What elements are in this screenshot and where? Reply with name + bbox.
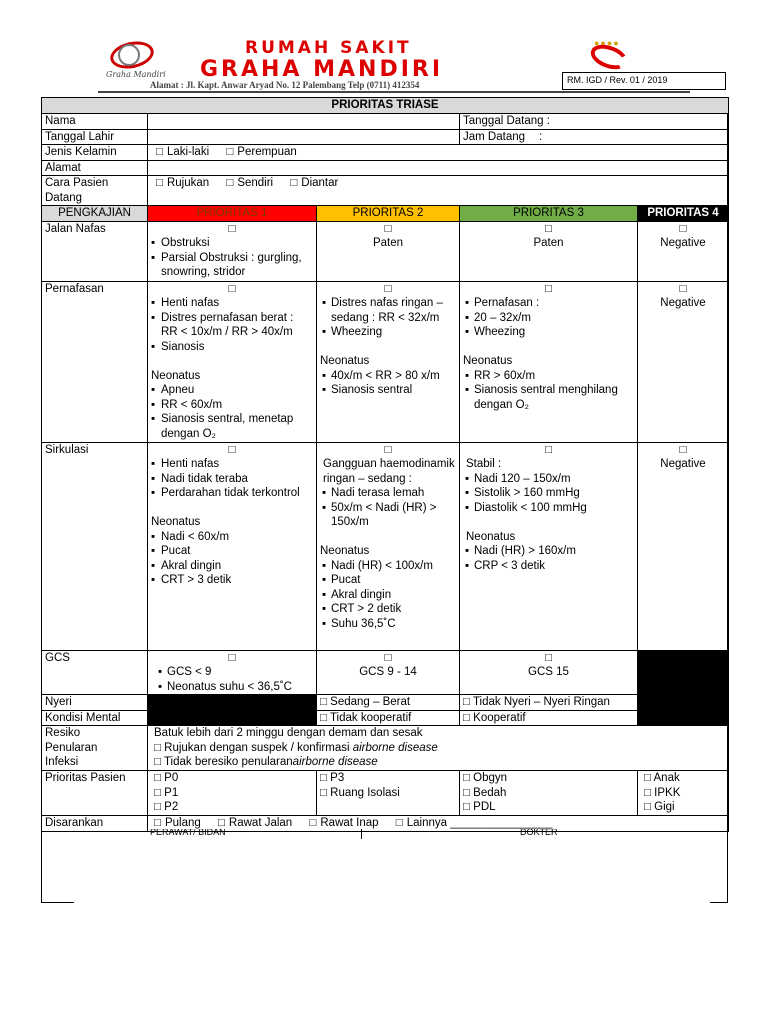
checkbox-gigi[interactable] — [644, 800, 725, 815]
option-label: Ruang Isolasi — [330, 786, 400, 799]
checkbox-sirkulasi-p3[interactable] — [463, 443, 634, 458]
sirkulasi-p1 — [148, 442, 317, 650]
resiko-label — [42, 726, 148, 771]
resiko-label-line3: Infeksi — [45, 756, 79, 768]
checkbox-rujukan[interactable] — [156, 176, 209, 191]
gcs-label: GCS — [42, 650, 148, 695]
nama-field[interactable] — [148, 114, 460, 130]
checkbox-icon — [154, 772, 161, 784]
checkbox-icon — [396, 817, 403, 829]
neonatus-title: Neonatus — [151, 369, 201, 382]
tanggal-datang-field[interactable] — [460, 114, 729, 130]
checkbox-icon — [156, 177, 163, 189]
lainnya-blank: ________________ — [450, 817, 553, 829]
checkbox-p0[interactable] — [154, 771, 313, 786]
logo-text: Graha Mandiri — [106, 70, 166, 79]
pernafasan-p2 — [317, 281, 460, 442]
jam-datang-field[interactable] — [460, 129, 729, 145]
header-prioritas-2: PRIORITAS 2 — [317, 206, 460, 222]
header-prioritas-1: PRIORITAS 1 — [148, 206, 317, 222]
neonatus-title: Neonatus — [466, 530, 516, 543]
option-label: Perempuan — [237, 146, 297, 158]
checkbox-icon — [320, 696, 327, 708]
cell-text: Tidak kooperatif — [329, 711, 412, 724]
checkbox-jalan-nafas-p4[interactable] — [641, 222, 725, 237]
checkbox-ipkk[interactable] — [644, 786, 725, 801]
list-item: ▪ Nadi (HR) < 100x/m — [320, 559, 456, 574]
checkbox-icon — [644, 772, 651, 784]
kondisi-mental-p2[interactable] — [317, 710, 460, 726]
checkbox-pernafasan-p4[interactable] — [641, 282, 725, 297]
checkbox-icon — [156, 146, 163, 158]
tanggal-lahir-field[interactable] — [148, 129, 460, 145]
checkbox-icon — [226, 177, 233, 189]
checkbox-diantar[interactable] — [290, 176, 338, 191]
list-item: ▪ GCS < 9 — [151, 665, 313, 680]
option-label: Pulang — [164, 817, 201, 829]
kondisi-mental-label: Kondisi Mental — [42, 710, 148, 726]
cell-text: Paten — [533, 237, 564, 249]
checkbox-icon — [463, 696, 470, 708]
list-item: ▪ 50x/m < Nadi (HR) > 150x/m — [320, 501, 456, 530]
form-title: PRIORITAS TRIASE — [42, 98, 729, 114]
cell-text: Paten — [372, 237, 404, 249]
list-item: ▪ Nadi tidak teraba — [151, 472, 313, 487]
header-prioritas-3: PRIORITAS 3 — [460, 206, 638, 222]
list-item: ▪ Pernafasan : — [463, 296, 634, 311]
list-item: ▪ Henti nafas — [151, 296, 313, 311]
sign-dokter-label: DOKTER — [520, 829, 558, 835]
cara-pasien-label — [42, 176, 148, 206]
option-label: Diantar — [301, 177, 339, 189]
globe-icon — [118, 44, 140, 66]
checkbox-gcs-p1[interactable] — [151, 651, 313, 666]
checkbox-resiko-rujukan[interactable] — [154, 741, 725, 756]
list-item: ▪ Suhu 36,5˚C — [320, 617, 456, 632]
crown-dots-icon: ●●●● — [594, 38, 620, 48]
sign-divider — [361, 829, 362, 839]
checkbox-jalan-nafas-p1[interactable] — [151, 222, 313, 237]
checkbox-gcs-p2[interactable] — [320, 651, 456, 666]
tanggal-datang-label: Tanggal Datang : — [463, 115, 550, 127]
pernafasan-label: Pernafasan — [42, 281, 148, 442]
resiko-line1: Batuk lebih dari 2 minggu dengan demam dan sesak — [154, 727, 423, 739]
checkbox-icon — [644, 801, 651, 813]
cell-text: Negative — [660, 237, 706, 249]
triage-form-table — [41, 97, 729, 832]
checkbox-icon — [463, 787, 470, 799]
sign-perawat-label: PERAWAT/ BIDAN — [150, 829, 226, 835]
checkbox-icon — [226, 146, 233, 158]
cell-text: Tidak Nyeri – Nyeri Ringan — [472, 696, 610, 708]
list-item: ▪ Nadi < 60x/m — [151, 530, 313, 545]
list-item: ▪ CRT > 3 detik — [151, 573, 313, 588]
checkbox-icon — [463, 772, 470, 784]
checkbox-icon — [644, 787, 651, 799]
option-label: Lainnya — [406, 817, 448, 829]
checkbox-sirkulasi-p2[interactable] — [320, 443, 456, 458]
list-item: ▪ Pucat — [151, 544, 313, 559]
checkbox-pdl[interactable] — [463, 800, 634, 815]
list-item: ▪ 20 – 32x/m — [463, 311, 634, 326]
resiko-label-line2: Penularan — [45, 741, 98, 754]
checkbox-p3[interactable] — [320, 771, 456, 786]
nyeri-p1-blacked — [148, 695, 317, 726]
option-label: Anak — [653, 772, 680, 784]
prioritas-pasien-col3 — [460, 771, 638, 816]
list-item: ▪ Sianosis sentral — [320, 383, 456, 398]
nama-label: Nama — [42, 114, 148, 130]
hospital-title-line1: RUMAH SAKIT — [245, 38, 412, 58]
alamat-field[interactable] — [148, 160, 729, 176]
checkbox-p2[interactable] — [154, 800, 313, 815]
list-item: ▪ Apneu — [151, 383, 313, 398]
cell-text: GCS 9 - 14 — [359, 666, 417, 678]
alamat-label: Alamat — [42, 160, 148, 176]
checkbox-bedah[interactable] — [463, 786, 634, 801]
option-label: P3 — [330, 772, 345, 784]
cara-pasien-options — [148, 176, 729, 206]
checkbox-gcs-p3[interactable] — [463, 651, 634, 666]
sirkulasi-p2 — [317, 442, 460, 650]
list-item: ▪ Neonatus suhu < 36,5˚C — [151, 680, 313, 695]
checkbox-ruang-isolasi[interactable] — [320, 786, 456, 801]
list-item: ▪ Distres pernafasan berat : RR < 10x/m / RR > 40x/m — [151, 311, 313, 340]
option-label: P0 — [164, 772, 179, 784]
list-item: ▪ RR > 60x/m — [463, 369, 634, 384]
list-item: ▪ Akral dingin — [151, 559, 313, 574]
kondisi-mental-p3[interactable] — [460, 710, 638, 726]
cell-text: Sedang – Berat — [330, 696, 411, 708]
letterhead — [0, 0, 768, 96]
list-item: ▪ Obstruksi — [151, 236, 313, 251]
checkbox-obgyn[interactable] — [463, 771, 634, 786]
list-item: ▪ Diastolik < 100 mmHg — [463, 501, 634, 516]
cell-text: GCS 15 — [528, 666, 569, 678]
checkbox-resiko-tidak[interactable] — [154, 755, 725, 770]
sirkulasi-p2-intro: Gangguan haemodinamik ringan – sedang : — [323, 458, 455, 485]
checkbox-pernafasan-p2[interactable] — [320, 282, 456, 297]
cara-pasien-label-line2: Datang — [45, 191, 83, 204]
pernafasan-p4 — [638, 281, 729, 442]
resiko-options — [148, 726, 729, 771]
prioritas-pasien-col4 — [638, 771, 729, 816]
checkbox-icon — [463, 801, 470, 813]
nyeri-label: Nyeri — [42, 695, 148, 711]
checkbox-anak[interactable] — [644, 771, 725, 786]
checkbox-rawat-jalan[interactable] — [218, 816, 292, 831]
checkbox-icon — [154, 817, 161, 829]
prioritas-pasien-col1 — [148, 771, 317, 816]
checkbox-icon — [320, 787, 327, 799]
checkbox-icon — [290, 177, 297, 189]
checkbox-jalan-nafas-p3[interactable] — [463, 222, 634, 237]
checkbox-icon — [218, 817, 225, 829]
list-item: ▪ Nadi terasa lemah — [320, 486, 456, 501]
list-item: ▪ CRT > 2 detik — [320, 602, 456, 617]
sirkulasi-p3-intro: Stabil : — [466, 458, 502, 470]
list-item: ▪ Wheezing — [463, 325, 634, 340]
header-prioritas-4: PRIORITAS 4 — [638, 206, 729, 222]
list-item: ▪ Parsial Obstruksi : gurgling, snowring, stridor — [151, 251, 313, 280]
list-item: ▪ RR < 60x/m — [151, 398, 313, 413]
hospital-logo-left — [100, 38, 166, 82]
checkbox-icon — [154, 801, 161, 813]
jam-datang-colon: : — [539, 130, 543, 143]
checkbox-jalan-nafas-p2[interactable] — [320, 222, 456, 237]
header-pengkajian: PENGKAJIAN — [42, 206, 148, 222]
sirkulasi-p4 — [638, 442, 729, 650]
list-item: ▪ CRP < 3 detik — [463, 559, 634, 574]
jam-datang-label: Jam Datang — [463, 130, 526, 143]
checkbox-icon — [320, 772, 327, 784]
jalan-nafas-p1 — [148, 221, 317, 281]
jalan-nafas-p3 — [460, 221, 638, 281]
option-label: Rawat Inap — [320, 817, 379, 829]
disarankan-options — [148, 816, 729, 832]
sirkulasi-label: Sirkulasi — [42, 442, 148, 650]
checkbox-icon — [154, 787, 161, 799]
checkbox-laki-laki[interactable] — [156, 145, 209, 160]
rm-code-box: RM. IGD / Rev. 01 / 2019 — [562, 72, 726, 90]
list-item: ▪ Sianosis — [151, 340, 313, 355]
gcs-p3 — [460, 650, 638, 695]
option-label: Laki-laki — [166, 146, 210, 158]
list-item: ▪ Distres nafas ringan – sedang : RR < 32x/m — [320, 296, 456, 325]
list-item: ▪ Perdarahan tidak terkontrol — [151, 486, 313, 501]
gcs-p2 — [317, 650, 460, 695]
checkbox-perempuan[interactable] — [226, 145, 296, 160]
pernafasan-p3 — [460, 281, 638, 442]
list-item: ▪ Pucat — [320, 573, 456, 588]
neonatus-title: Neonatus — [151, 516, 201, 528]
cell-text: Negative — [660, 297, 706, 309]
option-label: Rujukan — [166, 177, 210, 189]
list-item: ▪ Sianosis sentral menghilang dengan O₂ — [463, 383, 634, 412]
list-item: ▪ Wheezing — [320, 325, 456, 340]
tanggal-lahir-label: Tanggal Lahir — [42, 129, 148, 145]
jenis-kelamin-label: Jenis Kelamin — [42, 145, 148, 161]
option-label: Rawat Jalan — [228, 817, 293, 829]
hospital-address: Alamat : Jl. Kapt. Anwar Aryad No. 12 Palembang Telp (0711) 412354 — [150, 80, 420, 90]
sirkulasi-p3 — [460, 442, 638, 650]
prioritas-pasien-col2 — [317, 771, 460, 816]
jalan-nafas-label: Jalan Nafas — [42, 221, 148, 281]
cara-pasien-label-line1: Cara Pasien — [45, 177, 109, 189]
hospital-title-line2: GRAHA MANDIRI — [200, 57, 444, 82]
list-item: ▪ Sianosis sentral, menetap dengan O₂ — [151, 412, 313, 441]
checkbox-p1[interactable] — [154, 786, 313, 801]
neonatus-title: Neonatus — [463, 355, 513, 367]
option-label-em: airborne disease — [292, 756, 378, 768]
checkbox-icon — [463, 712, 470, 724]
list-item: ▪ 40x/m < RR > 80 x/m — [320, 369, 456, 384]
list-item: ▪ Nadi 120 – 150x/m — [463, 472, 634, 487]
option-label: Bedah — [473, 786, 507, 799]
cell-text: Negative — [660, 458, 706, 470]
neonatus-title: Neonatus — [320, 545, 370, 557]
option-label: P1 — [164, 786, 179, 799]
checkbox-icon — [154, 742, 161, 754]
checkbox-pernafasan-p3[interactable] — [463, 282, 634, 297]
jalan-nafas-p2 — [317, 221, 460, 281]
option-label: P2 — [164, 801, 179, 813]
option-label: PDL — [473, 801, 496, 813]
checkbox-icon — [320, 712, 327, 724]
checkbox-icon — [309, 817, 316, 829]
option-label: Rujukan dengan suspek / konfirmasi — [164, 741, 353, 754]
cell-text: Kooperatif — [473, 711, 526, 724]
option-label: IPKK — [654, 786, 681, 799]
option-label: Sendiri — [237, 177, 274, 189]
list-item: ▪ Akral dingin — [320, 588, 456, 603]
option-label-em: airborne disease — [352, 741, 438, 754]
bottom-edge-left — [41, 902, 74, 903]
prioritas-pasien-label: Prioritas Pasien — [42, 771, 148, 816]
list-item: ▪ Sistolik > 160 mmHg — [463, 486, 634, 501]
option-label: Gigi — [654, 801, 675, 813]
checkbox-pernafasan-p1[interactable] — [151, 282, 313, 297]
jenis-kelamin-options — [148, 145, 729, 161]
header-divider — [98, 91, 690, 93]
option-label: Tidak beresiko penularan — [163, 756, 293, 768]
nyeri-p2[interactable] — [317, 695, 460, 711]
checkbox-rawat-inap[interactable] — [309, 816, 378, 831]
bottom-edge-right — [710, 902, 728, 903]
pernafasan-p1 — [148, 281, 317, 442]
checkbox-icon — [154, 756, 161, 768]
gcs-p4-blacked — [638, 650, 729, 726]
neonatus-title: Neonatus — [320, 355, 370, 367]
list-item: ▪ Nadi (HR) > 160x/m — [463, 544, 634, 559]
resiko-label-line1: Resiko — [45, 727, 81, 739]
checkbox-sirkulasi-p4[interactable] — [641, 443, 725, 458]
option-label: Obgyn — [473, 772, 508, 784]
gcs-p1 — [148, 650, 317, 695]
disarankan-label: Disarankan — [42, 816, 148, 832]
jalan-nafas-p4 — [638, 221, 729, 281]
checkbox-sirkulasi-p1[interactable] — [151, 443, 313, 458]
checkbox-sendiri[interactable] — [226, 176, 273, 191]
list-item: ▪ Henti nafas — [151, 457, 313, 472]
nyeri-p3[interactable] — [460, 695, 638, 711]
